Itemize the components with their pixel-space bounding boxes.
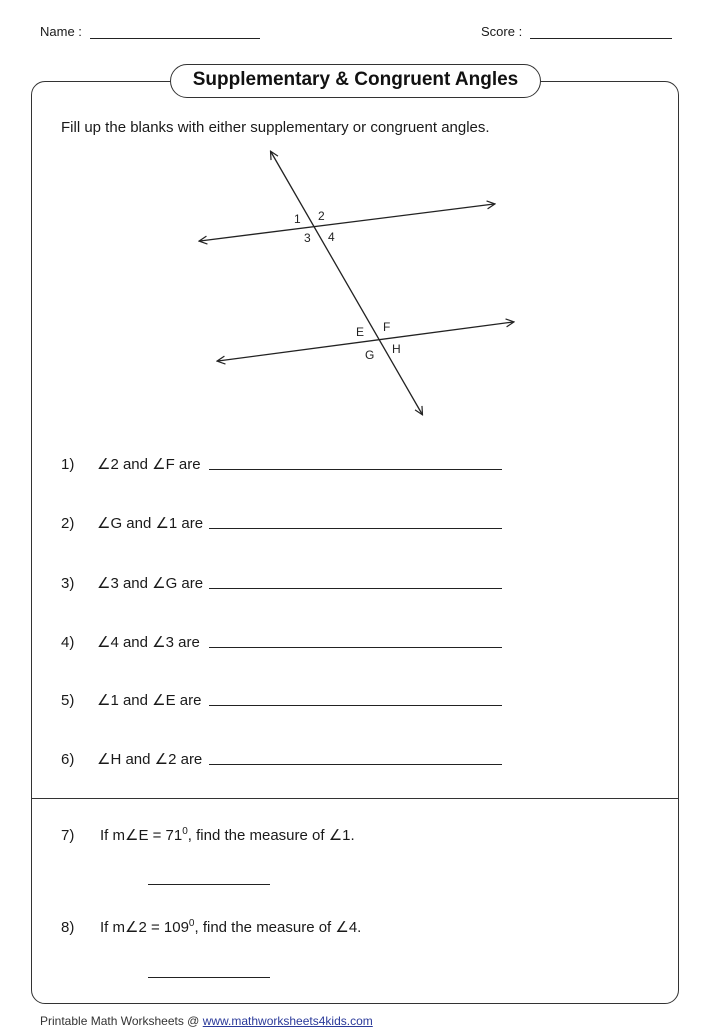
question-text: ∠1 and ∠E are xyxy=(97,692,202,709)
question-number: 3) xyxy=(61,575,75,592)
transversal-line xyxy=(271,152,422,414)
answer-blank[interactable] xyxy=(209,588,502,589)
answer-blank[interactable] xyxy=(209,764,502,765)
answer-blank[interactable] xyxy=(209,647,502,648)
question-5 xyxy=(61,691,201,709)
problem-text-before: If m∠E = 71 xyxy=(100,827,183,844)
degree-superscript: 0 xyxy=(188,918,195,929)
question-6 xyxy=(61,750,202,768)
problem-text-before: If m∠2 = 109 xyxy=(100,919,189,936)
angle-label-3: 3 xyxy=(304,231,311,245)
problem-text-after: , find the measure of ∠4. xyxy=(194,919,362,936)
question-text: ∠H and ∠2 are xyxy=(97,751,203,768)
answer-blank[interactable] xyxy=(209,528,502,529)
parallel-line-top xyxy=(200,204,494,241)
question-2 xyxy=(61,514,203,532)
footer xyxy=(40,1014,373,1028)
angle-label-4: 4 xyxy=(328,230,335,244)
worksheet-title: Supplementary & Congruent Angles xyxy=(170,64,541,98)
question-number: 4) xyxy=(61,634,75,651)
footer-prefix: Printable Math Worksheets @ xyxy=(40,1014,203,1028)
question-number: 5) xyxy=(61,692,75,709)
answer-line-7[interactable] xyxy=(148,884,270,885)
name-label: Name : xyxy=(40,24,82,39)
answer-blank[interactable] xyxy=(209,705,502,706)
problem-text-after: , find the measure of ∠1. xyxy=(187,827,355,844)
question-1 xyxy=(61,455,201,473)
answer-blank[interactable] xyxy=(209,469,502,470)
angle-label-1: 1 xyxy=(294,212,301,226)
score-label: Score : xyxy=(481,24,523,39)
problem-8 xyxy=(61,918,361,936)
question-text: ∠3 and ∠G are xyxy=(97,575,204,592)
question-number: 6) xyxy=(61,751,75,768)
question-3 xyxy=(61,574,203,592)
problem-number: 8) xyxy=(61,919,75,936)
angle-label-f: F xyxy=(383,320,391,334)
answer-line-8[interactable] xyxy=(148,977,270,978)
degree-superscript: 0 xyxy=(182,826,188,837)
angle-label-g: G xyxy=(365,348,375,362)
question-text: ∠G and ∠1 are xyxy=(97,515,204,532)
transversal-diagram xyxy=(0,0,715,430)
angle-label-h: H xyxy=(392,342,401,356)
question-4 xyxy=(61,633,200,651)
question-number: 2) xyxy=(61,515,75,532)
angle-label-2: 2 xyxy=(318,209,325,223)
angle-label-e: E xyxy=(356,325,365,339)
problem-7 xyxy=(61,826,355,844)
section-divider xyxy=(32,798,678,799)
question-text: ∠2 and ∠F are xyxy=(97,456,201,473)
footer-link[interactable]: www.mathworksheets4kids.com xyxy=(202,1014,373,1028)
problem-number: 7) xyxy=(61,827,75,844)
question-number: 1) xyxy=(61,456,75,473)
question-text: ∠4 and ∠3 are xyxy=(97,634,200,651)
instructions: Fill up the blanks with either supplementary or congruent angles. xyxy=(61,119,490,136)
